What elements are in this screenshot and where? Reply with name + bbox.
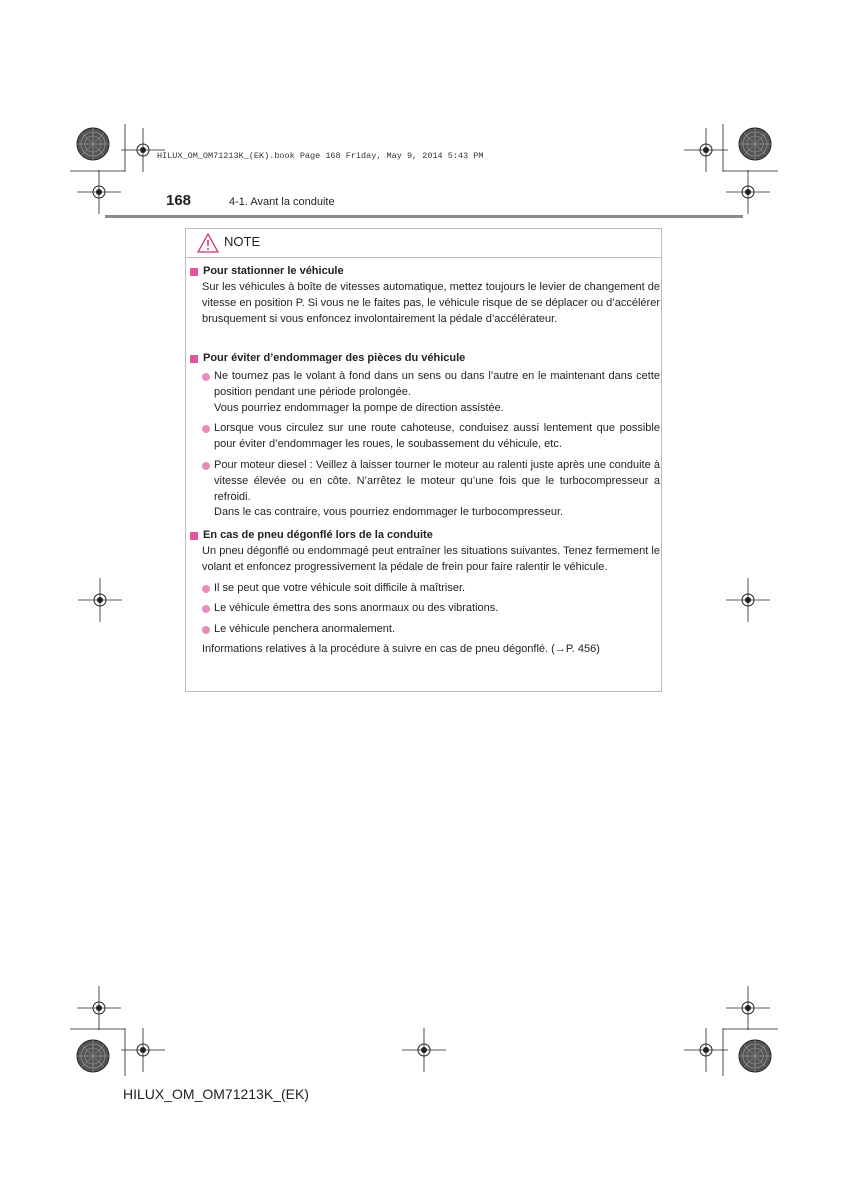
note-title: NOTE (224, 234, 261, 249)
list-item: Lorsque vous circulez sur une route cahoteuse, conduisez aussi lentement que possible pour éviter d’endommager les roues, le soubassement du véhicule, etc. (202, 421, 660, 453)
note-header (186, 229, 661, 258)
list-item: Ne tournez pas le volant à fond dans un sens ou dans l’autre en le maintenant dans cette position pendant une période prolongée. Vous pourriez endommager la pompe de direction assistée. (202, 369, 660, 416)
list-item: Il se peut que votre véhicule soit difficile à maîtriser. (202, 581, 660, 597)
square-bullet-icon (190, 268, 198, 276)
section-paragraph: Sur les véhicules à boîte de vitesses automatique, mettez toujours le levier de changement de vitesse en position P. Si vous ne le faites pas, le véhicule risque de se déplacer ou d’accélérer brusquement si vous enfoncez involontairement la pédale d’accélérateur. (202, 281, 660, 325)
section-heading: Pour stationner le véhicule (190, 264, 660, 280)
note-section-flat-tire (190, 528, 660, 658)
round-bullet-icon (202, 605, 210, 613)
note-section-damage (190, 351, 660, 521)
round-bullet-icon (202, 425, 210, 433)
list-item: Le véhicule émettra des sons anormaux ou des vibrations. (202, 601, 660, 617)
round-bullet-icon (202, 462, 210, 470)
list-item: Le véhicule penchera anormalement. (202, 622, 660, 638)
section-heading: En cas de pneu dégonflé lors de la conduite (190, 528, 660, 544)
header-rule (105, 215, 743, 218)
section-closing: Informations relatives à la procédure à suivre en cas de pneu dégonflé. (→P. 456) (202, 642, 600, 655)
footer-doc-id: HILUX_OM_OM71213K_(EK) (123, 1086, 309, 1102)
list-item: Pour moteur diesel : Veillez à laisser tourner le moteur au ralenti juste après une conduite à vitesse élevée ou en côte. N’arrêtez le moteur qu’une fois que le turbocompresseur a refroidi. Dans le cas contraire, vous pourriez endommager le turbocompresseur. (202, 458, 660, 521)
section-title: 4-1. Avant la conduite (229, 196, 335, 208)
warning-icon (197, 233, 219, 253)
round-bullet-icon (202, 373, 210, 381)
round-bullet-icon (202, 585, 210, 593)
round-bullet-icon (202, 626, 210, 634)
note-section-parking (190, 264, 660, 327)
page-number: 168 (166, 192, 192, 209)
section-paragraph: Un pneu dégonflé ou endommagé peut entraîner les situations suivantes. Tenez fermement le volant et enfoncez progressivement la pédale de frein pour faire ralentir le véhicule. (202, 545, 660, 573)
print-slug: HILUX_OM_OM71213K_(EK).book Page 168 Friday, May 9, 2014 5:43 PM (157, 151, 484, 161)
square-bullet-icon (190, 532, 198, 540)
note-box (185, 228, 662, 692)
section-heading: Pour éviter d’endommager des pièces du véhicule (190, 351, 660, 367)
square-bullet-icon (190, 355, 198, 363)
